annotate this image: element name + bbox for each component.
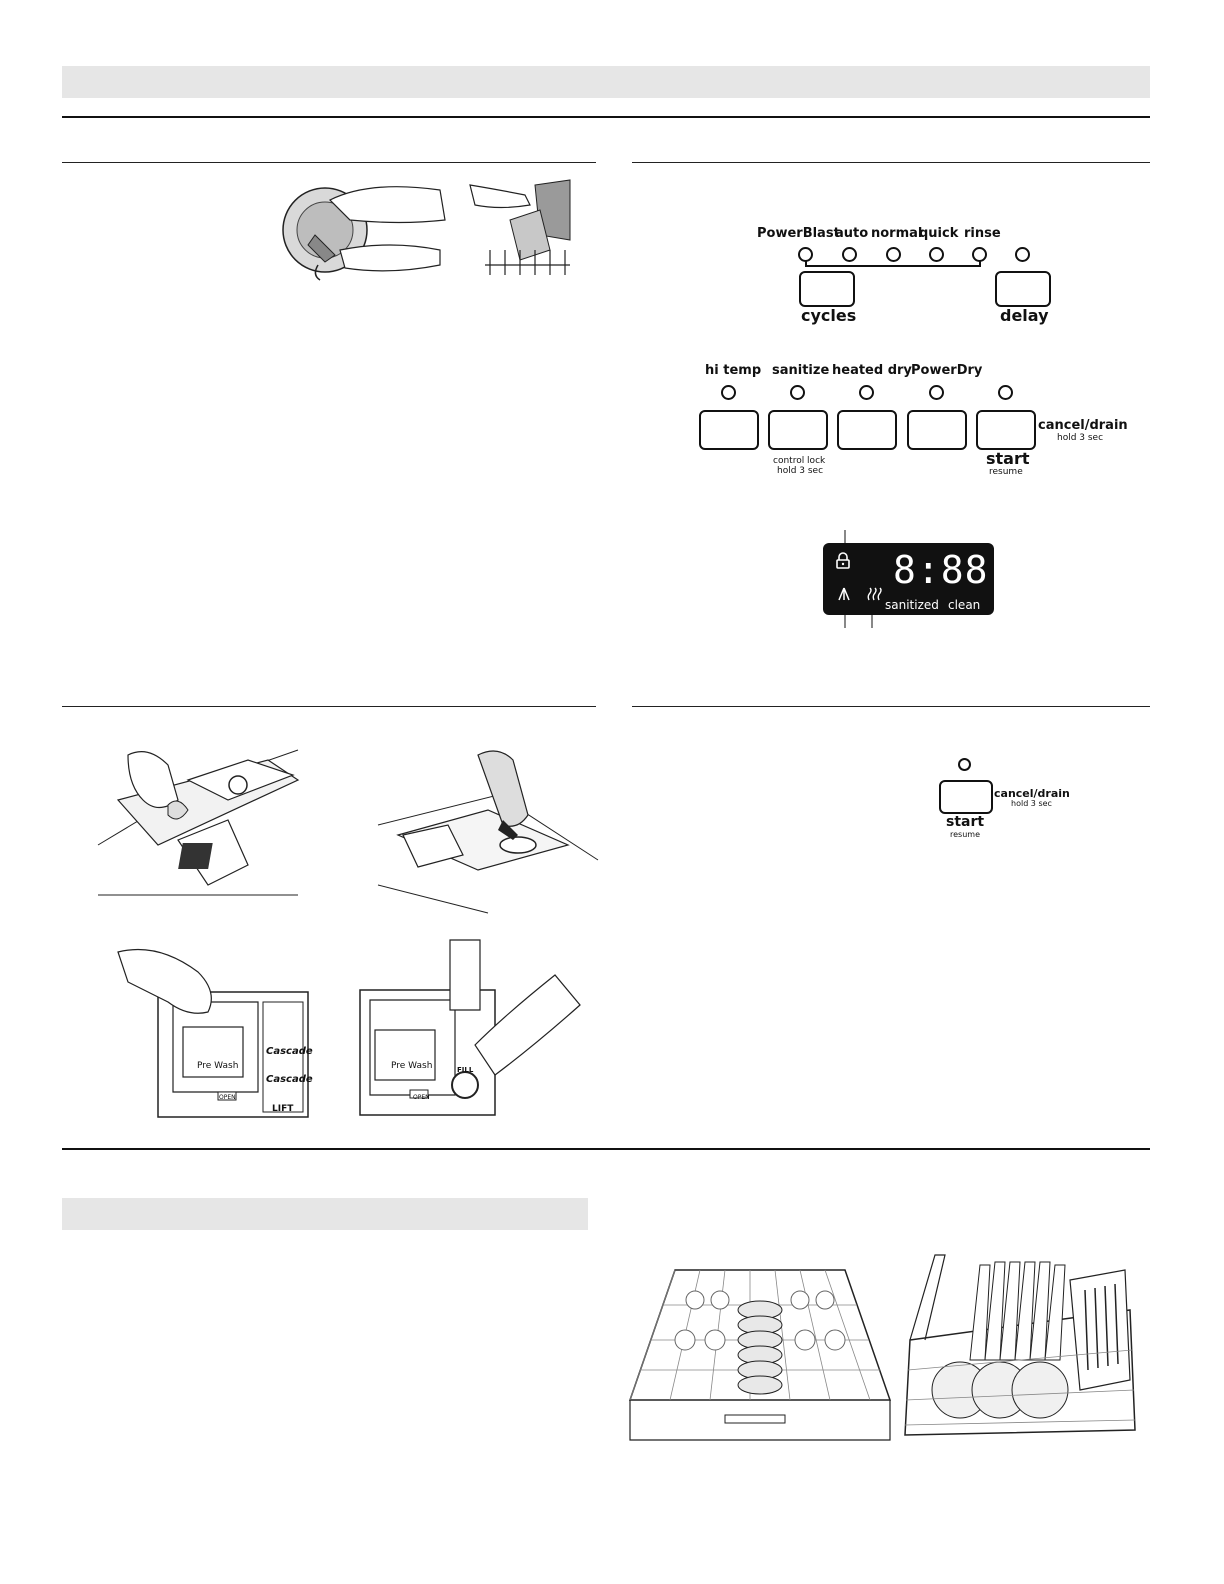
option-label-hi-temp: hi temp: [705, 363, 762, 378]
cycle-label-auto: auto: [835, 226, 869, 241]
cycle-label-rinse: rinse: [964, 226, 1001, 241]
cycle-label-normal: normal: [871, 226, 923, 241]
cycle-led-auto: [842, 247, 857, 262]
fill-label: FILL: [457, 1066, 474, 1074]
cycle-led-powerblast: [798, 247, 813, 262]
lift-label: LIFT: [272, 1104, 294, 1114]
prewash-label-right: Pre Wash: [391, 1061, 433, 1071]
start-panel-cancel-drain-label: cancel/drain: [994, 787, 1070, 800]
resume-label: resume: [989, 467, 1023, 477]
heat-dry-icon: [866, 587, 882, 601]
dispenser-prewash-illustration-right: [355, 935, 590, 1125]
cycles-button-label: cycles: [801, 306, 857, 325]
prewash-label-left: Pre Wash: [197, 1061, 239, 1071]
control-lock-label: control lock: [773, 456, 826, 466]
header-band: [62, 66, 1150, 98]
start-panel-led: [958, 758, 971, 771]
wash-spray-icon: [836, 587, 852, 601]
option-label-powerdry: PowerDry: [911, 363, 983, 378]
cycle-label-powerblast: PowerBlast: [757, 226, 840, 241]
option-led-sanitize: [790, 385, 805, 400]
brand-text-left-2: Cascade: [266, 1074, 313, 1085]
cycles-button[interactable]: [799, 271, 855, 307]
open-label-left: OPEN: [219, 1094, 236, 1101]
heated-dry-button[interactable]: [837, 410, 897, 450]
option-label-sanitize: sanitize: [772, 363, 830, 378]
cycle-label-quick: quick: [919, 226, 959, 241]
section-rule-left-top: [62, 162, 596, 163]
lower-rack-illustration: [900, 1250, 1140, 1445]
sanitize-button[interactable]: [768, 410, 828, 450]
cancel-hold-label: hold 3 sec: [1057, 433, 1104, 443]
cycle-led-normal: [886, 247, 901, 262]
upper-rack-illustration: [625, 1265, 895, 1450]
hi-temp-button[interactable]: [699, 410, 759, 450]
start-led: [998, 385, 1013, 400]
section-rule-right-mid: [632, 706, 1150, 707]
delay-button-label: delay: [1000, 306, 1049, 325]
start-label: start: [986, 449, 1030, 468]
cycle-led-quick: [929, 247, 944, 262]
option-led-powerdry: [929, 385, 944, 400]
delay-button[interactable]: [995, 271, 1051, 307]
lock-icon: [836, 553, 850, 569]
lower-gray-band: [62, 1198, 588, 1230]
dispenser-powder-illustration: [98, 745, 298, 905]
start-panel-hold-label: hold 3 sec: [1011, 799, 1052, 808]
start-panel-button[interactable]: [939, 780, 993, 814]
header-rule: [62, 116, 1150, 118]
start-panel-start-label: start: [946, 814, 985, 830]
option-led-hi-temp: [721, 385, 736, 400]
section-rule-right-top: [632, 162, 1150, 163]
loading-rack-illustration: [470, 180, 575, 280]
option-label-heated-dry: heated dry: [832, 363, 912, 378]
section-rule-left-mid: [62, 706, 596, 707]
sanitized-indicator: sanitized: [885, 598, 939, 612]
cycle-led-rinse: [972, 247, 987, 262]
dispenser-rinse-aid-illustration: [378, 745, 598, 915]
dispenser-prewash-illustration-left: [98, 912, 310, 1124]
section-rule-bottom: [62, 1148, 1150, 1150]
lcd-display: [823, 543, 994, 615]
start-button[interactable]: [976, 410, 1036, 450]
clean-indicator: clean: [948, 598, 981, 612]
powerdry-button[interactable]: [907, 410, 967, 450]
option-led-heated-dry: [859, 385, 874, 400]
start-panel-resume-label: resume: [950, 830, 980, 839]
brand-text-left-1: Cascade: [266, 1046, 313, 1057]
scraping-plate-illustration: [280, 180, 450, 290]
lcd-time-readout: 8:88: [893, 548, 989, 592]
cancel-drain-label: cancel/drain: [1038, 418, 1128, 433]
control-lock-hold-label: hold 3 sec: [777, 466, 824, 476]
open-label-right: OPEN: [413, 1094, 430, 1101]
delay-led: [1015, 247, 1030, 262]
